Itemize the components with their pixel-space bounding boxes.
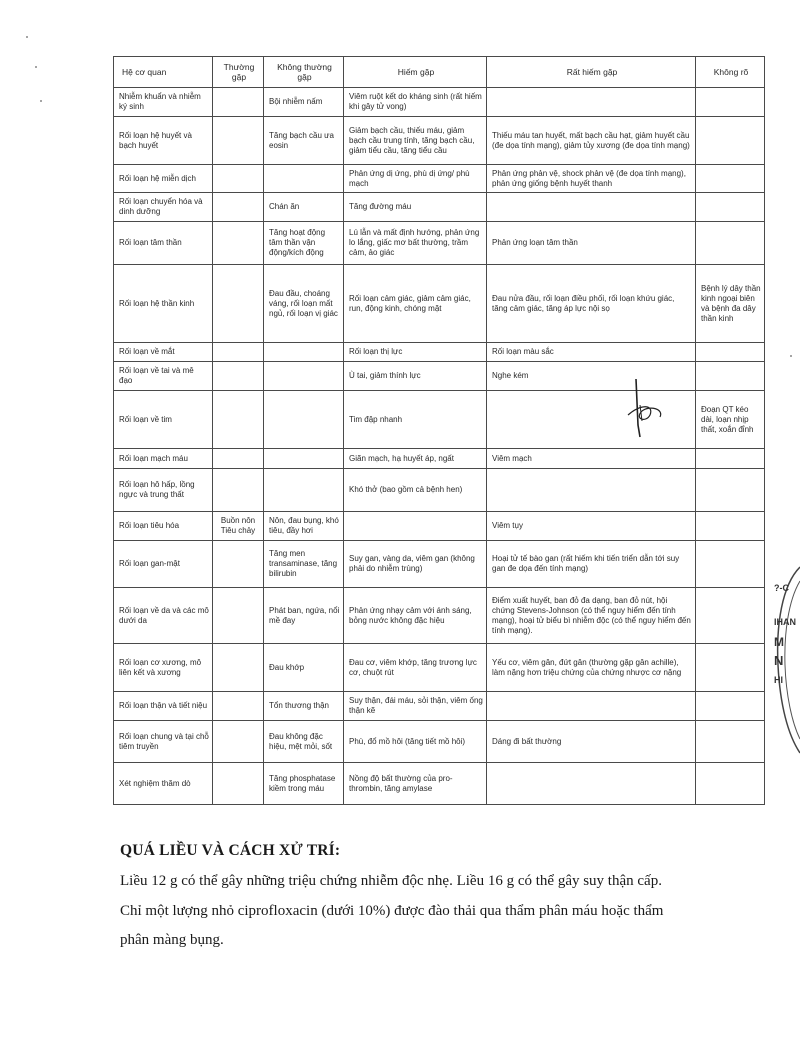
table-row	[114, 449, 765, 469]
header-unknown: Không rõ	[696, 57, 765, 88]
cell-rare: Lú lẫn và mất định hướng, phản ứng lo lắng, giấc mơ bất thường, trầm cảm, ảo giác	[344, 222, 487, 265]
cell-very-rare: Hoại tử tế bào gan (rất hiếm khi tiến triển dẫn tới suy gan đe dọa đến tính mạng)	[487, 541, 696, 588]
cell-uncommon	[264, 469, 344, 512]
signature-mark	[620, 375, 670, 445]
cell-common	[213, 644, 264, 692]
cell-very-rare: Điểm xuất huyết, ban đỏ đa dạng, ban đỏ nút, hội chứng Stevens-Johnson (có thể nguy hiểm đến tính mạng), hoại tử biểu bì nhiễm độc (có thể nguy hiểm đến tính mạng).	[487, 588, 696, 644]
cell-uncommon: Tăng hoạt động tâm thần vận động/kích động	[264, 222, 344, 265]
table-row	[114, 343, 765, 362]
cell-organ: Rối loạn về mắt	[114, 343, 213, 362]
cell-organ: Rối loạn gan-mật	[114, 541, 213, 588]
cell-organ: Rối loạn chung và tại chỗ tiêm truyền	[114, 721, 213, 763]
header-organ-system: Hệ cơ quan	[114, 57, 213, 88]
overdose-paragraph-line: phân màng bụng.	[120, 932, 224, 948]
stamp-text: N	[774, 653, 784, 668]
table-row	[114, 763, 765, 805]
cell-common	[213, 117, 264, 165]
table-row	[114, 588, 765, 644]
cell-unknown	[696, 692, 765, 721]
cell-rare: Suy thận, đái máu, sỏi thận, viêm ống thận kẽ	[344, 692, 487, 721]
cell-uncommon	[264, 343, 344, 362]
cell-organ: Rối loạn về tim	[114, 391, 213, 449]
cell-rare: Ù tai, giảm thính lực	[344, 362, 487, 391]
cell-organ: Rối loạn cơ xương, mô liên kết và xương	[114, 644, 213, 692]
cell-uncommon: Tăng phosphatase kiềm trong máu	[264, 763, 344, 805]
cell-very-rare: Nghe kém	[487, 362, 696, 391]
stamp-text: M	[774, 635, 784, 649]
cell-very-rare: Dáng đi bất thường	[487, 721, 696, 763]
cell-common	[213, 588, 264, 644]
cell-common	[213, 165, 264, 193]
stamp-text: HI	[774, 675, 783, 685]
cell-very-rare: Viêm tụy	[487, 512, 696, 541]
cell-very-rare: Rối loạn màu sắc	[487, 343, 696, 362]
cell-uncommon: Đau khớp	[264, 644, 344, 692]
cell-rare: Suy gan, vàng da, viêm gan (không phải do nhiễm trùng)	[344, 541, 487, 588]
cell-unknown	[696, 343, 765, 362]
cell-rare: Phản ứng dị ứng, phù dị ứng/ phù mạch	[344, 165, 487, 193]
table-row	[114, 117, 765, 165]
cell-rare: Viêm ruột kết do kháng sinh (rất hiếm khi gây tử vong)	[344, 88, 487, 117]
cell-common	[213, 469, 264, 512]
table-row	[114, 193, 765, 222]
cell-very-rare	[487, 469, 696, 512]
cell-organ: Rối loạn tiêu hóa	[114, 512, 213, 541]
cell-organ: Xét nghiệm thăm dò	[114, 763, 213, 805]
cell-unknown	[696, 588, 765, 644]
cell-unknown	[696, 117, 765, 165]
cell-uncommon: Đau đầu, choáng váng, rối loạn mất ngủ, rối loạn vị giác	[264, 265, 344, 343]
cell-unknown	[696, 512, 765, 541]
cell-unknown	[696, 763, 765, 805]
cell-unknown	[696, 88, 765, 117]
cell-very-rare	[487, 763, 696, 805]
cell-common	[213, 362, 264, 391]
cell-organ: Rối loạn về tai và mê đạo	[114, 362, 213, 391]
table-row	[114, 265, 765, 343]
cell-organ: Rối loạn mạch máu	[114, 449, 213, 469]
cell-rare: Tim đập nhanh	[344, 391, 487, 449]
cell-rare	[344, 512, 487, 541]
table-row	[114, 469, 765, 512]
cell-organ: Rối loạn thận và tiết niệu	[114, 692, 213, 721]
cell-rare: Phù, đổ mồ hôi (tăng tiết mồ hôi)	[344, 721, 487, 763]
cell-very-rare: Yếu cơ, viêm gân, đứt gân (thường gặp gân achille), làm nặng hơn triệu chứng của chứng nhược cơ nặng	[487, 644, 696, 692]
cell-common	[213, 265, 264, 343]
cell-very-rare: Viêm mạch	[487, 449, 696, 469]
cell-common	[213, 721, 264, 763]
cell-very-rare	[487, 193, 696, 222]
cell-unknown	[696, 644, 765, 692]
cell-common	[213, 692, 264, 721]
cell-unknown	[696, 541, 765, 588]
cell-common	[213, 541, 264, 588]
cell-organ: Nhiễm khuẩn và nhiễm ký sinh	[114, 88, 213, 117]
cell-rare: Rối loạn cảm giác, giảm cảm giác, run, động kinh, chóng mặt	[344, 265, 487, 343]
cell-very-rare: Đau nửa đầu, rối loạn điều phối, rối loạn khứu giác, tăng cảm giác, tăng áp lực nội sọ	[487, 265, 696, 343]
cell-common	[213, 343, 264, 362]
cell-common	[213, 88, 264, 117]
cell-unknown	[696, 721, 765, 763]
table-header-row	[114, 57, 765, 88]
table-row	[114, 222, 765, 265]
table-row	[114, 692, 765, 721]
cell-uncommon	[264, 391, 344, 449]
cell-rare: Nồng độ bất thường của pro-thrombin, tăng amylase	[344, 763, 487, 805]
cell-organ: Rối loạn hệ huyết và bạch huyết	[114, 117, 213, 165]
cell-uncommon: Tăng bạch cầu ưa eosin	[264, 117, 344, 165]
stamp-edge	[770, 565, 800, 755]
scan-speck	[790, 355, 792, 357]
cell-common	[213, 449, 264, 469]
cell-organ: Rối loạn hô hấp, lồng ngực và trung thất	[114, 469, 213, 512]
header-uncommon: Không thường gặp	[264, 57, 344, 88]
header-rare: Hiếm gặp	[344, 57, 487, 88]
table-row	[114, 541, 765, 588]
scan-speck	[35, 66, 37, 68]
cell-very-rare: Phản ứng phản vệ, shock phản vệ (đe dọa tính mạng), phản ứng giống bệnh huyết thanh	[487, 165, 696, 193]
cell-uncommon: Nôn, đau bụng, khó tiêu, đầy hơi	[264, 512, 344, 541]
cell-common	[213, 222, 264, 265]
cell-organ: Rối loạn hệ miễn dịch	[114, 165, 213, 193]
cell-very-rare: Phản ứng loạn tâm thần	[487, 222, 696, 265]
cell-rare: Phản ứng nhạy cảm với ánh sáng, bỏng nước không đặc hiệu	[344, 588, 487, 644]
overdose-paragraph-line: Liều 12 g có thể gây những triệu chứng nhiễm độc nhẹ. Liều 16 g có thể gây suy thận cấp.	[120, 873, 662, 889]
cell-common	[213, 193, 264, 222]
cell-uncommon: Tăng men transaminase, tăng bilirubin	[264, 541, 344, 588]
table-row	[114, 512, 765, 541]
table-row	[114, 88, 765, 117]
cell-very-rare	[487, 88, 696, 117]
scan-speck	[26, 36, 28, 38]
cell-rare: Tăng đường máu	[344, 193, 487, 222]
overdose-heading: QUÁ LIỀU VÀ CÁCH XỬ TRÍ:	[120, 842, 341, 859]
scan-speck	[40, 100, 42, 102]
cell-unknown	[696, 469, 765, 512]
cell-uncommon	[264, 165, 344, 193]
table-row	[114, 644, 765, 692]
cell-rare: Đau cơ, viêm khớp, tăng trương lực cơ, chuột rút	[344, 644, 487, 692]
cell-very-rare	[487, 692, 696, 721]
cell-organ: Rối loạn về da và các mô dưới da	[114, 588, 213, 644]
cell-very-rare: Thiếu máu tan huyết, mất bạch cầu hạt, giảm huyết cầu (đe dọa tính mạng), giảm tủy xương (đe dọa tính mạng)	[487, 117, 696, 165]
cell-common	[213, 391, 264, 449]
cell-unknown	[696, 362, 765, 391]
header-common: Thường gặp	[213, 57, 264, 88]
cell-unknown: Đoạn QT kéo dài, loạn nhịp thất, xoắn đỉnh	[696, 391, 765, 449]
cell-unknown	[696, 449, 765, 469]
stamp-text: ?-C	[774, 583, 789, 593]
cell-uncommon	[264, 449, 344, 469]
cell-rare: Khó thở (bao gồm cả bệnh hen)	[344, 469, 487, 512]
cell-organ: Rối loạn hệ thần kinh	[114, 265, 213, 343]
cell-rare: Giãn mạch, hạ huyết áp, ngất	[344, 449, 487, 469]
table-row	[114, 165, 765, 193]
header-very-rare: Rất hiếm gặp	[487, 57, 696, 88]
cell-uncommon: Phát ban, ngứa, nổi mề đay	[264, 588, 344, 644]
cell-rare: Giảm bạch cầu, thiếu máu, giảm bạch cầu trung tính, tăng bạch cầu, giảm tiểu cầu, tăng tiểu cầu	[344, 117, 487, 165]
cell-rare: Rối loạn thị lực	[344, 343, 487, 362]
cell-unknown	[696, 222, 765, 265]
cell-unknown	[696, 165, 765, 193]
stamp-text: IHAN	[774, 617, 796, 627]
cell-common: Buồn nôn Tiêu chảy	[213, 512, 264, 541]
cell-organ: Rối loạn chuyển hóa và dinh dưỡng	[114, 193, 213, 222]
cell-common	[213, 763, 264, 805]
cell-unknown	[696, 193, 765, 222]
overdose-paragraph-line: Chỉ một lượng nhỏ ciprofloxacin (dưới 10%) được đào thải qua thẩm phân máu hoặc thẩm	[120, 903, 664, 919]
cell-uncommon	[264, 362, 344, 391]
cell-organ: Rối loạn tâm thần	[114, 222, 213, 265]
cell-unknown: Bệnh lý dây thần kinh ngoại biên và bệnh đa dây thần kinh	[696, 265, 765, 343]
cell-uncommon: Tổn thương thận	[264, 692, 344, 721]
table-row	[114, 721, 765, 763]
cell-uncommon: Bội nhiễm nấm	[264, 88, 344, 117]
cell-uncommon: Chán ăn	[264, 193, 344, 222]
cell-uncommon: Đau không đặc hiệu, mệt mỏi, sốt	[264, 721, 344, 763]
